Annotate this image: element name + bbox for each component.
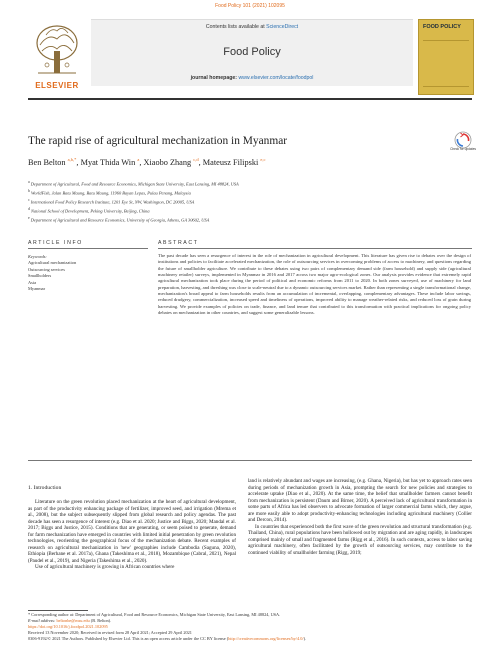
paragraph: Use of agricultural machinery is growing in African countries where [35, 564, 175, 571]
keyword: Outsourcing services [28, 266, 65, 272]
keyword: Asia [28, 279, 37, 285]
publisher-name: ELSEVIER [35, 81, 79, 90]
abstract-text: The past decade has seen a resurgence of interest in the role of mechanization in agricultural development. This literature has given rise to debates over the design of institutions and policies to facilitate accelerated mechanization, the role of outsourcing services in overcoming problems of access to machinery, and questions regarding the future of smallholder agriculture. We contribute to these debates using two pairs of complementary demand side (farm household) and supply side (agricultural machinery retailer) surveys, implemented in Myanmar in 2016 and 2017 across two major agro-ecological zones. Our analysis provides evidence that extremely rapid agricultural mechanization took place during the period of political and economic reforms from 2011 to 2020. In both zones surveyed, use of machinery for land preparation, harvesting, and threshing was close to scale-neutral due to a dynamic outsourcing services market. Rather than representing a single transformational change, mechanization's broad appeal to farm households results from an accumulation of incremental, overlapping, complementary advantages. These include labor savings, reduced drudgery, commercialization, increased speed and timeliness of operations, improved ability to manage weather-related risks, and reduced loss of grain during harvesting. We provide examples of policies on trade, finance, and land tenure that contributed to this transformation with practical implications for ongoing policy debates on mechanization in other countries, and suggest some generalizable lessons. [158, 253, 471, 315]
section-heading-introduction: 1. Introduction [28, 485, 62, 491]
abstract-bottom-rule [28, 460, 472, 461]
journal-banner [91, 19, 413, 86]
author[interactable]: Ben Belton $^{a,b,*}$ [28, 157, 77, 167]
contents-line [91, 24, 413, 30]
affiliation: d National School of Development, Peking University, Beijing, China [28, 207, 150, 214]
footnote-rule [28, 610, 88, 611]
email-note: E-mail address: beltonbe@msu.edu (B. Belton). [28, 618, 112, 623]
contents-prefix: Contents lists available at [205, 24, 267, 30]
elsevier-logo[interactable] [28, 19, 86, 93]
cover-pattern-icon [423, 40, 469, 90]
keyword: Smallholders [28, 273, 52, 279]
affiliations [28, 179, 468, 224]
keywords-list [28, 254, 148, 292]
elsevier-tree-icon [32, 21, 82, 77]
author-list: Ben Belton $^{a,b,*}$, Myat Thida Win $^a$, Xiaobo Zhang $^{c,d}$, Mateusz Filipski $^{e,c}$ [28, 157, 266, 167]
author[interactable]: Xiaobo Zhang $^{c,d}$ [143, 157, 199, 167]
keyword: Myanmar [28, 286, 46, 292]
journal-title[interactable]: Food Policy [223, 46, 281, 58]
author[interactable]: Myat Thida Win $^a$ [80, 157, 140, 167]
abstract-rule [158, 248, 472, 249]
homepage-line [91, 75, 413, 81]
homepage-link[interactable]: www.elsevier.com/locate/foodpol [238, 75, 314, 81]
received-dates: Received 13 November 2020; Received in revised form 28 April 2021; Accepted 29 April 2021 [28, 630, 192, 635]
keywords-label: Keywords: [28, 254, 47, 259]
header-rule [28, 98, 472, 100]
article-info-heading: ARTICLE INFO [28, 240, 83, 246]
article-title: The rapid rise of agricultural mechanization in Myanmar [28, 135, 288, 147]
body-column-right [248, 478, 472, 557]
check-for-updates-label[interactable]: Check for updates [450, 147, 476, 151]
journal-reference[interactable]: Food Policy 101 (2021) 102095 [215, 3, 285, 9]
paragraph: Literature on the green revolution placed mechanization at the heart of agricultural development, as part of the productivity enhancing package of fertilizer, improved seed, and irrigation (Mrema et al., 2008), but the subject subsequently slipped from global research and policy agendas. The past decade has seen a resurgence of interest (e.g. Diao et al. 2020; Justice and Biggs, 2020; Mandal et al. 2017; Biggs and Justice, 2015). Conditions that are generating, or seem poised to generate, demand for farm mechanization have emerged in countries with limited initial penetration by green revolution technologies, reorienting the geographical focus of the mechanization debate. Recent examples of research on agricultural mechanization in 'new' geographies include Cambodia (Saguna, 2020), Ethiopia (Berhane et al. 2017a), Ghana (Takeshima et al., 2018), Mozambique (Cabral, 2021), Nepal (Paudel et al., 2019), and Nigeria (Takeshima et al., 2020). [28, 499, 236, 564]
corresponding-author-note: * Corresponding author at: Department of Agricultural, Food and Resource Economics, Michigan State University, East Lansing, MI 48824, USA. [28, 612, 281, 617]
footnotes [28, 612, 472, 642]
body-column-left [28, 499, 236, 571]
affiliation: e Department of Agricultural and Resource Economics, University of Georgia, Athens, GA 30602, USA [28, 216, 210, 223]
license-note: 0306-9192/© 2021 The Authors. Published by Elsevier Ltd. This is an open access article under the CC BY license (http://creativecommons.org/licenses/by/4.0/). [28, 636, 307, 641]
journal-cover-image[interactable] [418, 19, 474, 95]
article-info-rule [28, 248, 148, 249]
sciencedirect-link[interactable]: ScienceDirect [266, 24, 299, 30]
author[interactable]: Mateusz Filipski $^{e,c}$ [202, 157, 266, 167]
paragraph: In countries that experienced both the first wave of the green revolution and structural transformation (e.g. Thailand, China), rural populations have been hollowed out by migration and are aging rapidly, in landscapes comprised mainly of small and fragmented farms (Rigg et al., 2016). In such contexts, access to labor saving agricultural machinery, often facilitated by the growth of outsourcing services, may contribute to the continued viability of smallholder farming (Rigg, 2019; [248, 523, 472, 557]
email-link[interactable]: beltonbe@msu.edu [56, 618, 90, 623]
license-link[interactable]: http://creativecommons.org/licenses/by/4.0/ [228, 636, 304, 641]
paragraph: land is relatively abundant and wages are increasing, (e.g. Ghana, Nigeria), but has yet to approach rates seen during periods of mechanization growth in Asia, prompting the search for new policies and strategies to accelerate uptake (Diao et al., 2020). At the same time, the belief that smallholder farmers cannot benefit from mechanization is persistent (Daum and Birner, 2020). A perceived lack of agricultural transformation in some parts of Africa has led observers to advocate formation of larger commercial farms which, they argue, are more easily able to adopt productivity-enhancing technologies including agricultural machinery (Collier and Dercon, 2014). [248, 478, 472, 524]
keyword: Agricultural mechanization [28, 260, 77, 266]
journal-header [28, 19, 472, 93]
doi-link[interactable]: https://doi.org/10.1016/j.foodpol.2021.102095 [28, 624, 108, 629]
affiliation: a Department of Agricultural, Food and Resource Economics, Michigan State University, East Lansing, MI 48824, USA [28, 180, 239, 187]
affiliation: c International Food Policy Research Institute, 1201 Eye St, NW, Washington, DC 20005, USA [28, 198, 195, 205]
affiliation: b WorldFish, Jalan Batu Maung, Batu Maung, 11960 Bayan Lepas, Pulau Penang, Malaysia [28, 189, 191, 196]
abstract-heading: ABSTRACT [158, 240, 199, 246]
cover-title: FOOD POLICY [423, 24, 461, 30]
homepage-prefix: journal homepage: [190, 75, 239, 81]
